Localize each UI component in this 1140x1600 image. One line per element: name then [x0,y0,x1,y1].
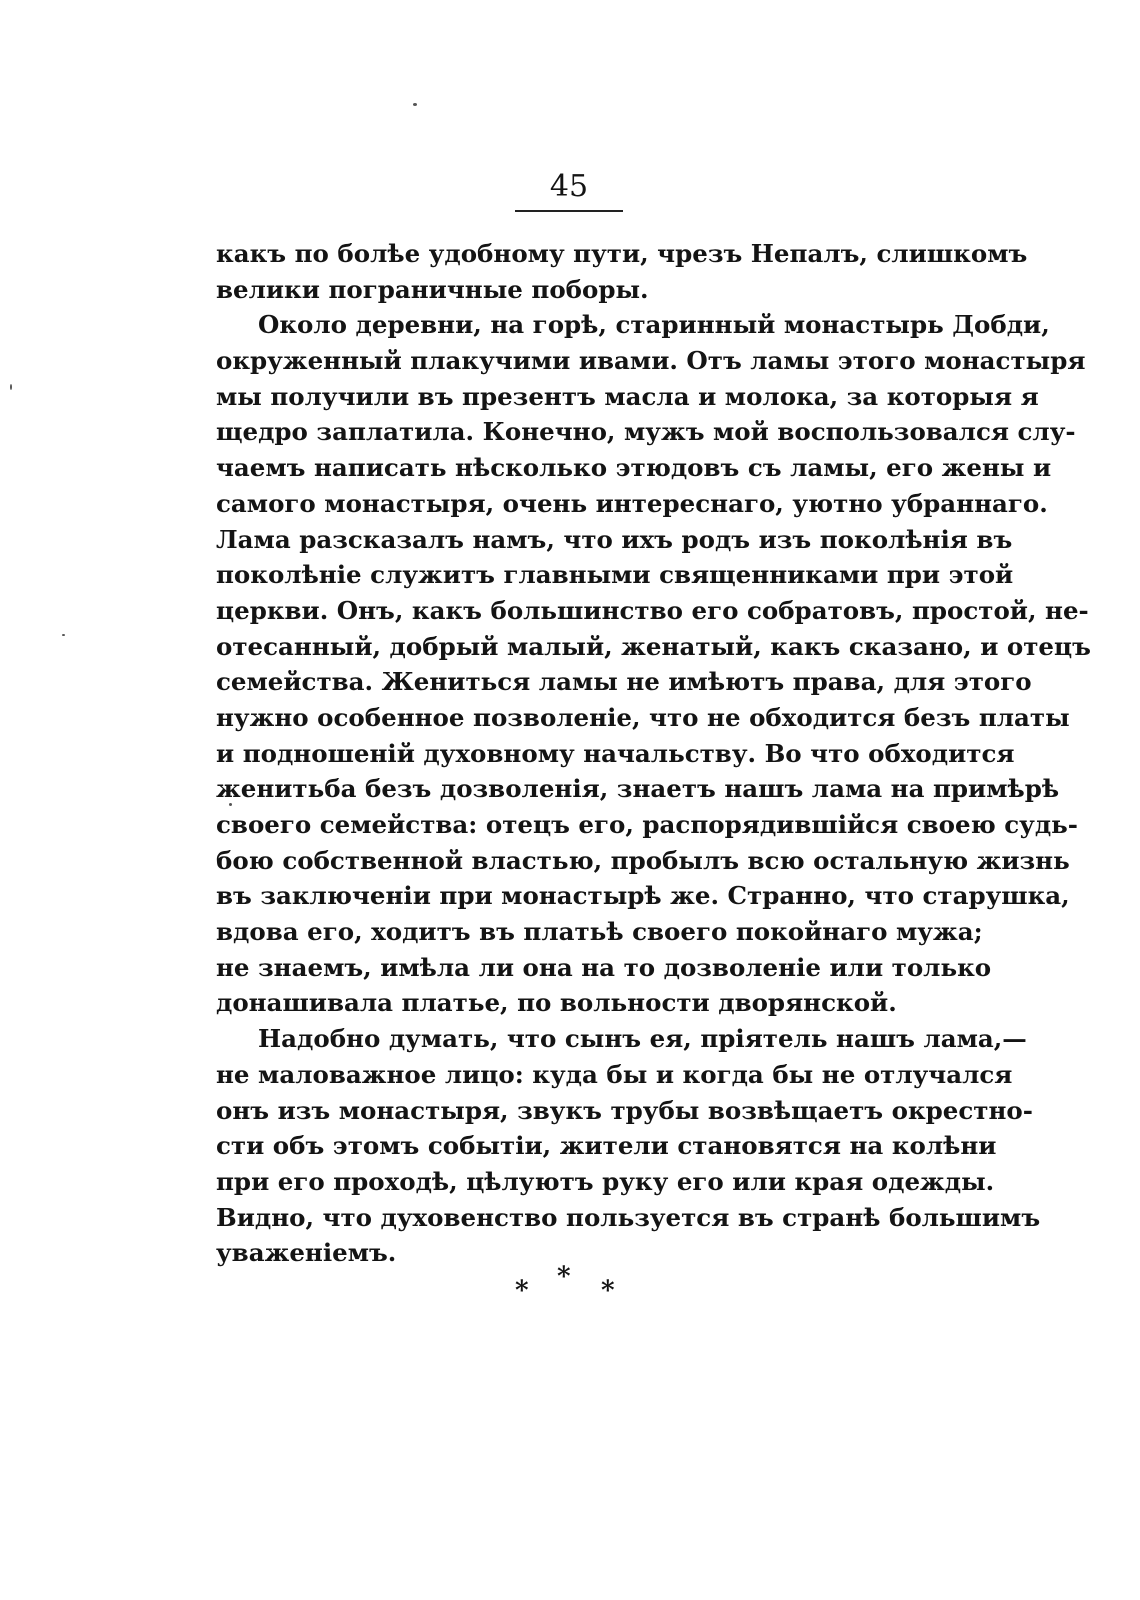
text-line: Надобно думать, что сынъ ея, пріятель нашъ лама,— [258,1024,1027,1054]
text-line: своего семейства: отецъ его, распорядившійся своею судь- [216,810,1078,839]
asterism [515,1262,623,1306]
asterism-star-right: * [601,1276,615,1306]
text-line: Около деревни, на горѣ, старинный монастырь Добди, [258,310,1050,340]
scan-speck [229,803,232,806]
scan-speck [62,634,65,636]
text-line: окруженный плакучими ивами. Отъ ламы этого монастыря [216,346,1086,376]
asterism-star-top: * [557,1262,571,1292]
text-line: какъ по болѣе удобному пути, чрезъ Непалъ, слишкомъ [216,239,1028,268]
text-line: чаемъ написать нѣсколько этюдовъ съ ламы, его жены и [216,453,1052,483]
text-line: церкви. Онъ, какъ большинство его собратовъ, простой, не- [216,595,1089,625]
text-line: семейства. Жениться ламы не имѣютъ права, для этого [216,667,1032,697]
text-line: донашивала платье, по вольности дворянской. [216,988,897,1018]
text-line: отесанный, добрый малый, женатый, какъ сказано, и отецъ [216,631,1091,661]
text-line: женитьба безъ дозволенія, знаетъ нашъ лама на примѣрѣ [216,774,1060,804]
text-line: Видно, что духовенство пользуется въ странѣ большимъ [216,1202,1041,1232]
text-line: и подношеній духовному начальству. Во что обходится [216,738,1015,768]
paragraph [216,1021,1041,1271]
body-text [216,236,1091,1271]
text-line: уваженіемъ. [216,1238,397,1268]
text-line: онъ изъ монастыря, звукъ трубы возвѣщаетъ окрестно- [216,1095,1033,1125]
paragraph [216,307,1091,1021]
text-line: поколѣніе служитъ главными священниками при этой [216,560,1014,590]
paragraph [216,236,1028,307]
text-line: сти объ этомъ событіи, жители становятся на колѣни [216,1131,997,1161]
page-number: 45 [549,169,589,204]
text-line: щедро заплатила. Конечно, мужъ мой воспользовался слу- [216,417,1076,447]
text-line: велики пограничные поборы. [216,274,649,304]
text-line: не знаемъ, имѣла ли она на то дозволеніе или только [216,952,992,982]
asterism-star-left: * [515,1276,529,1306]
scan-speck [413,103,417,106]
text-line: мы получили въ презентъ масла и молока, за которыя я [216,381,1039,411]
text-line: вдова его, ходитъ въ платьѣ своего покойнаго мужа; [216,917,983,947]
text-line: бою собственной властью, пробылъ всю остальную жизнь [216,845,1070,875]
text-line: нужно особенное позволеніе, что не обходится безъ платы [216,702,1070,732]
text-line: не маловажное лицо: куда бы и когда бы не отлучался [216,1059,1013,1089]
text-line: Лама разсказалъ намъ, что ихъ родъ изъ поколѣнія въ [216,524,1013,554]
text-line: при его проходѣ, цѣлуютъ руку его или края одежды. [216,1166,995,1196]
text-line: въ заключеніи при монастырѣ же. Странно, что старушка, [216,881,1070,911]
scan-speck [10,384,12,390]
header-rule [515,210,623,212]
text-line: самого монастыря, очень интереснаго, уютно убраннаго. [216,488,1048,518]
